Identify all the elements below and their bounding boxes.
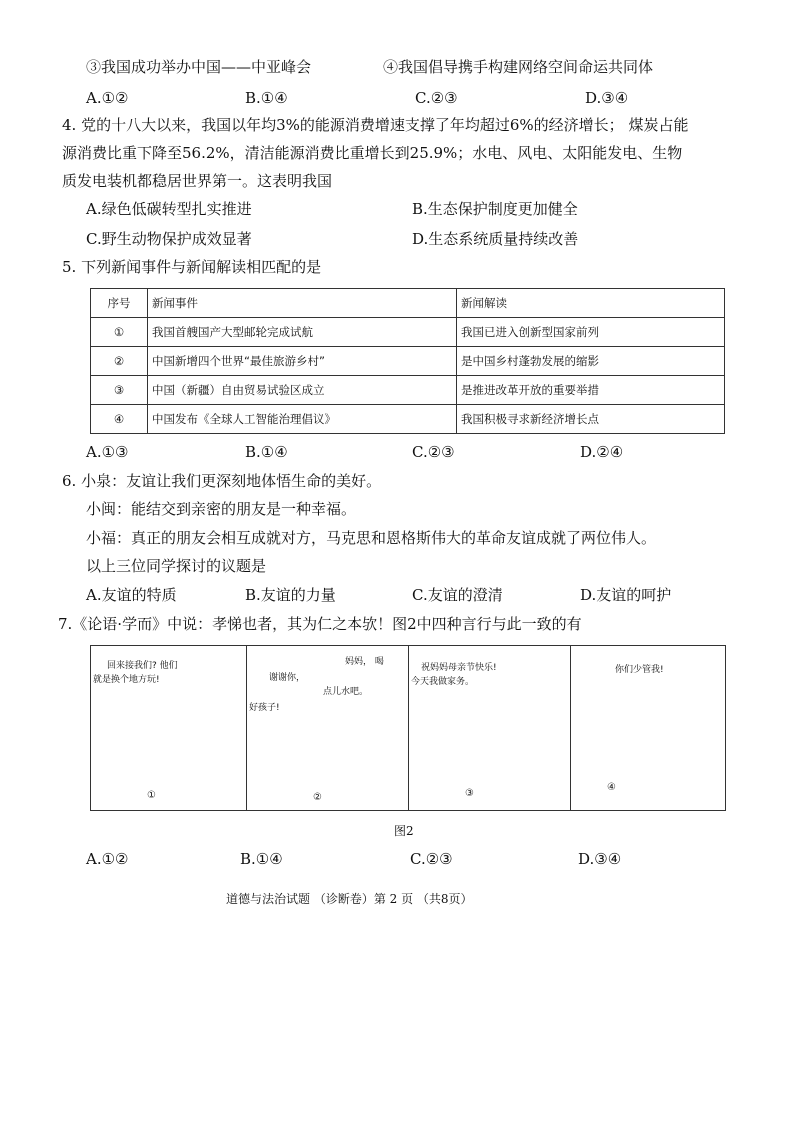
panel-3-speech-line-2: 今天我做家务。 [411,677,475,687]
q4-option-d: D.生态系统质量持续改善 [412,230,579,248]
q3-option-d: D.③④ [585,89,629,107]
row-seq: ③ [91,376,148,405]
q4-stem-line-1: 4. 党的十八大以来，我国以年均3%的能源消费增速支撑了年均超过6%的经济增长； 煤炭占能 [62,116,689,134]
table-row [91,318,725,347]
panel-1-speech-line-1: 回来接我们? 他们 [107,661,178,671]
panel-2-number: ② [313,792,322,803]
q3-option-c: C.②③ [415,89,458,107]
q4-option-c: C.野生动物保护成效显著 [86,230,252,248]
q6-line-2: 小闽：能结交到亲密的朋友是一种幸福。 [86,500,357,518]
table-row [91,376,725,405]
panel-2-speech-line-4: 好孩子! [249,703,280,713]
panel-1-number: ① [147,790,156,801]
q4-option-a: A.绿色低碳转型扎实推进 [86,200,252,218]
page-footer: 道德与法治试题 （诊断卷）第 2 页 （共8页） [226,892,473,906]
comic-panel-3 [409,646,571,810]
row-event: 中国发布《全球人工智能治理倡议》 [148,405,457,434]
row-event: 中国新增四个世界“最佳旅游乡村” [148,347,457,376]
q3-option-a: A.①② [86,89,129,107]
q3-item-4: ④我国倡导携手构建网络空间命运共同体 [383,58,654,76]
q5-option-c: C.②③ [412,443,455,461]
news-table [90,288,725,434]
q7-option-c: C.②③ [410,850,453,868]
q4-stem-line-3: 质发电装机都稳居世界第一。这表明我国 [62,172,333,190]
row-event: 中国（新疆）自由贸易试验区成立 [148,376,457,405]
panel-3-speech-line-1: 祝妈妈母亲节快乐! [421,663,497,673]
figure-caption: 图2 [394,824,414,838]
comic-panel-2 [247,646,409,810]
panel-2-speech-line-3: 点儿水吧。 [323,687,369,697]
q5-option-a: A.①③ [86,443,129,461]
row-event: 我国首艘国产大型邮轮完成试航 [148,318,457,347]
row-interpretation: 是中国乡村蓬勃发展的缩影 [457,347,725,376]
q5-stem: 5. 下列新闻事件与新闻解读相匹配的是 [62,258,322,276]
panel-1-speech-line-2: 就是换个地方玩! [93,675,160,685]
comic-panel-4 [571,646,725,810]
panel-2-speech-line-1: 妈妈， 喝 [345,657,384,667]
panel-4-number: ④ [607,782,616,793]
panel-4-speech-line-1: 你们少管我! [615,665,664,675]
row-seq: ④ [91,405,148,434]
q6-line-1: 6. 小泉：友谊让我们更深刻地体悟生命的美好。 [62,472,382,490]
q7-stem: 7.《论语·学而》中说：孝悌也者，其为仁之本欤！图2中四种言行与此一致的有 [58,615,582,633]
comic-panel-1 [91,646,247,810]
q6-line-3: 小福：真正的朋友会相互成就对方，马克思和恩格斯伟大的革命友谊成就了两位伟人。 [86,529,657,547]
q6-option-a: A.友谊的特质 [86,586,177,604]
q3-option-b: B.①④ [245,89,288,107]
q5-option-b: B.①④ [245,443,288,461]
header-seq: 序号 [91,289,148,318]
q7-option-b: B.①④ [240,850,283,868]
q4-stem-line-2: 源消费比重下降至56.2%，清洁能源消费比重增长到25.9%；水电、风电、太阳能发电、生物 [62,144,683,162]
header-interpretation: 新闻解读 [457,289,725,318]
q6-option-b: B.友谊的力量 [245,586,336,604]
panel-2-speech-line-2: 谢谢你， [269,673,306,683]
row-interpretation: 我国已进入创新型国家前列 [457,318,725,347]
q5-option-d: D.②④ [580,443,624,461]
panel-3-number: ③ [465,788,474,799]
table-row [91,405,725,434]
q7-option-a: A.①② [86,850,129,868]
q6-option-d: D.友谊的呵护 [580,586,672,604]
row-seq: ② [91,347,148,376]
table-row [91,347,725,376]
q6-line-4: 以上三位同学探讨的议题是 [86,557,267,575]
figure-2-comic [90,645,726,811]
header-event: 新闻事件 [148,289,457,318]
row-interpretation: 我国积极寻求新经济增长点 [457,405,725,434]
q4-option-b: B.生态保护制度更加健全 [412,200,578,218]
q7-option-d: D.③④ [578,850,622,868]
row-seq: ① [91,318,148,347]
q3-item-3: ③我国成功举办中国——中亚峰会 [86,58,312,76]
row-interpretation: 是推进改革开放的重要举措 [457,376,725,405]
table-header-row [91,289,725,318]
q6-option-c: C.友谊的澄清 [412,586,503,604]
